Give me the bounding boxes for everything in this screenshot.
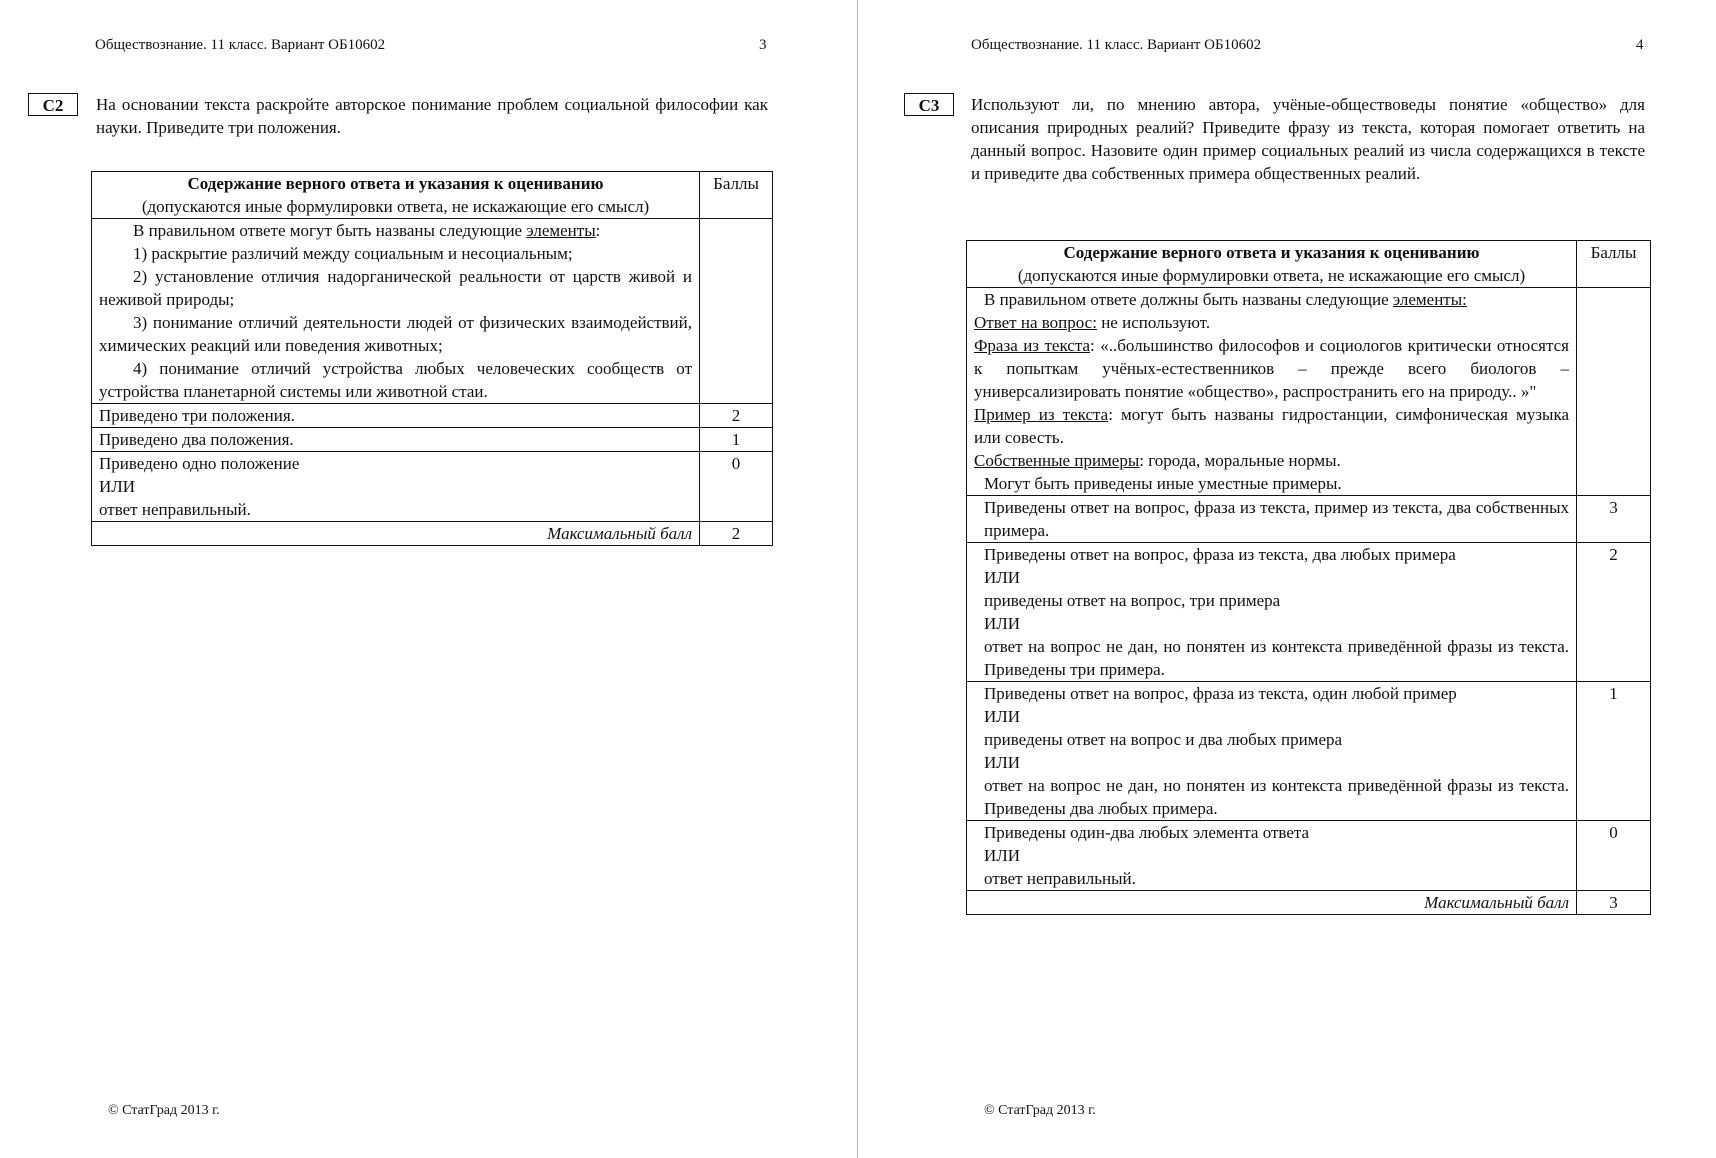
page-number: 4 xyxy=(1636,37,1644,53)
empty-score-cell xyxy=(700,219,773,404)
empty-score-cell xyxy=(1577,288,1651,496)
score-cell: 0 xyxy=(700,452,773,522)
table-row xyxy=(967,496,1651,543)
answer-item: 4) понимание отличий устройства любых человеческих сообществ от устройства планетарной системы или животной стаи. xyxy=(99,359,692,401)
max-score-label: Максимальный балл xyxy=(967,891,1577,915)
answer-to-question: Ответ на вопрос: не используют. xyxy=(974,313,1211,332)
table-row xyxy=(967,543,1651,682)
criterion-cell: Приведено два положения. xyxy=(92,428,700,452)
answer-elements-row xyxy=(92,219,773,404)
score-cell: 1 xyxy=(1577,682,1651,821)
answer-intro: В правильном ответе должны быть названы следующие элементы: xyxy=(984,290,1467,309)
content-column-header: Содержание верного ответа и указания к оцениванию (допускаются иные формулировки ответа, не искажающие его смысл) xyxy=(92,172,700,219)
score-cell: 1 xyxy=(700,428,773,452)
max-score-row xyxy=(967,891,1651,915)
example-from-text: Пример из текста: могут быть названы гидростанции, симфоническая музыка или совесть. xyxy=(974,405,1570,447)
score-column-header: Баллы xyxy=(700,172,773,219)
answer-item: 3) понимание отличий деятельности людей от физических взаимодействий, химических реакций или поведения животных; xyxy=(99,313,692,355)
table-row xyxy=(92,428,773,452)
max-score-row xyxy=(92,522,773,546)
table-header-row xyxy=(92,172,773,219)
criterion-cell: Приведены один-два любых элемента ответа ИЛИ ответ неправильный. xyxy=(967,821,1577,891)
max-score-value: 3 xyxy=(1577,891,1651,915)
score-cell: 2 xyxy=(1577,543,1651,682)
criterion-cell: Приведены ответ на вопрос, фраза из текста, пример из текста, два собственных примера. xyxy=(967,496,1577,543)
answer-item: 1) раскрытие различий между социальным и несоциальным; xyxy=(133,244,573,263)
page-footer: © СтатГрад 2013 г. xyxy=(984,1103,1096,1118)
answer-item: 2) установление отличия надорганической реальности от царств живой и неживой природы; xyxy=(99,267,692,309)
answer-elements xyxy=(92,219,700,404)
table-row xyxy=(967,821,1651,891)
criterion-cell: Приведены ответ на вопрос, фраза из текста, один любой пример ИЛИ приведены ответ на вопрос и два любых примера ИЛИ ответ на вопрос не дан, но понятен из контекста приведённой фразы из текста. Приведены два любых примера. xyxy=(967,682,1577,821)
criterion-cell: Приведено три положения. xyxy=(92,404,700,428)
page-header: Обществознание. 11 класс. Вариант ОБ10602 xyxy=(971,37,1262,53)
score-cell: 2 xyxy=(700,404,773,428)
score-column-header: Баллы xyxy=(1577,241,1651,288)
question-label: С2 xyxy=(28,93,78,116)
answer-intro: В правильном ответе могут быть названы следующие элементы: xyxy=(133,221,601,240)
table-row xyxy=(92,452,773,522)
table-header-row xyxy=(967,241,1651,288)
table-row xyxy=(92,404,773,428)
max-score-value: 2 xyxy=(700,522,773,546)
content-column-header: Содержание верного ответа и указания к оцениванию (допускаются иные формулировки ответа, не искажающие его смысл) xyxy=(967,241,1577,288)
question-label: С3 xyxy=(904,93,954,116)
page-right xyxy=(858,0,1716,1158)
page-footer: © СтатГрад 2013 г. xyxy=(108,1103,220,1118)
own-examples: Собственные примеры: города, моральные нормы. xyxy=(974,451,1341,470)
table-row xyxy=(967,682,1651,821)
scoring-table xyxy=(91,171,773,546)
question-text: Используют ли, по мнению автора, учёные-обществоведы понятие «общество» для описания природных реалий? Приведите фразу из текста, которая помогает ответить на данный вопрос. Назовите один пример социальных реалий из числа содержащихся в тексте и приведите два собственных примера общественных реалий. xyxy=(971,95,1645,183)
answer-elements xyxy=(967,288,1577,496)
question-text: На основании текста раскройте авторское понимание проблем социальной философии как науки. Приведите три положения. xyxy=(96,95,768,137)
page-header: Обществознание. 11 класс. Вариант ОБ10602 xyxy=(95,37,386,53)
score-cell: 0 xyxy=(1577,821,1651,891)
scoring-table xyxy=(966,240,1651,915)
score-cell: 3 xyxy=(1577,496,1651,543)
criterion-cell: Приведено одно положение ИЛИ ответ неправильный. xyxy=(92,452,700,522)
answer-elements-row xyxy=(967,288,1651,496)
criterion-cell: Приведены ответ на вопрос, фраза из текста, два любых примера ИЛИ приведены ответ на вопрос, три примера ИЛИ ответ на вопрос не дан, но понятен из контекста приведённой фразы из текста. Приведены три примера. xyxy=(967,543,1577,682)
page-number: 3 xyxy=(759,37,767,53)
other-examples-note: Могут быть приведены иные уместные примеры. xyxy=(984,474,1342,493)
phrase-from-text: Фраза из текста: «..большинство философов и социологов критически относятся к попыткам учёных-естественников – прежде всего биологов – универсализировать понятие «общество», распространить его на природу.. »" xyxy=(974,336,1570,401)
max-score-label: Максимальный балл xyxy=(92,522,700,546)
